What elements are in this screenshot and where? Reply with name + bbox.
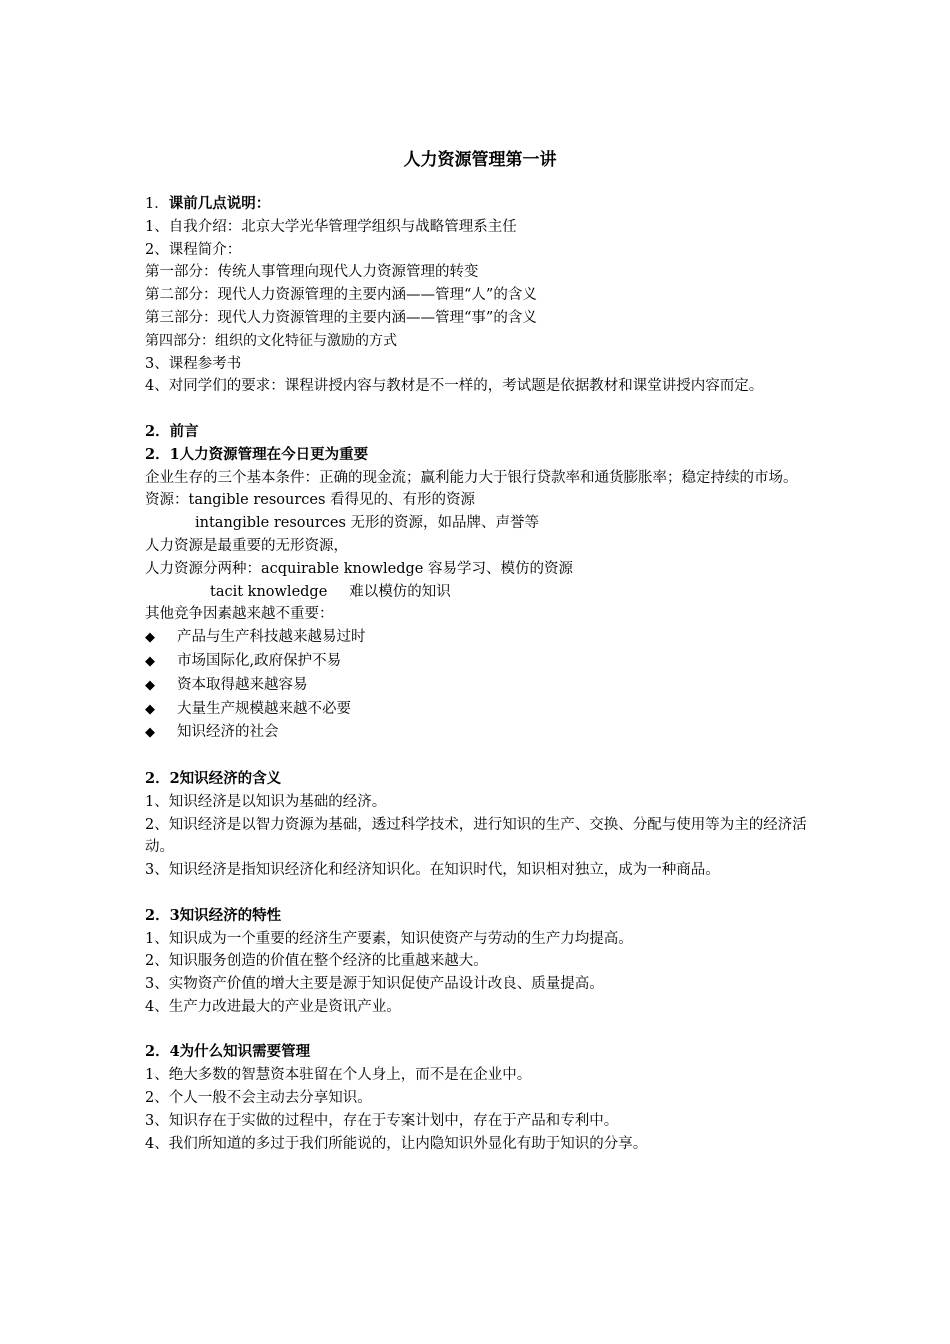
list-item (145, 721, 815, 745)
list-item-text: 大量生产规模越来越不必要 (177, 700, 351, 717)
heading-text: 课前几点说明： (168, 195, 271, 212)
text-line: 3、知识存在于实做的过程中，存在于专案计划中，存在于产品和专利中。 (145, 1112, 619, 1129)
text-line: 2、个人一般不会主动去分享知识。 (145, 1090, 372, 1107)
list-item-text: 产品与生产科技越来越易过时 (177, 629, 366, 646)
text-line: 第四部分：组织的文化特征与激励的方式 (145, 332, 397, 349)
heading-number: 1． (145, 196, 169, 212)
spacer (145, 1019, 815, 1042)
text-line: 人力资源是最重要的无形资源， (145, 537, 348, 554)
text-line: 4、生产力改进最大的产业是资讯产业。 (145, 998, 401, 1015)
text-line: 资源：tangible resources 看得见的、有形的资源 (145, 492, 476, 509)
list-item (145, 626, 815, 650)
text-line: 2、知识服务创造的价值在整个经济的比重越来越大。 (145, 953, 488, 970)
text-line: 1、知识经济是以知识为基础的经济。 (145, 793, 387, 810)
page-title: 人力资源管理第一讲 (403, 150, 557, 170)
text-line: 第一部分：传统人事管理向现代人力资源管理的转变 (145, 264, 479, 281)
list-item-text: 知识经济的社会 (177, 724, 279, 741)
text-line: 4、我们所知道的多过于我们所能说的，让内隐知识外显化有助于知识的分享。 (145, 1135, 648, 1152)
text-line: intangible resources 无形的资源，如品牌、声誉等 (195, 515, 540, 532)
diamond-bullet-icon: ◆ (145, 725, 155, 741)
text-line: 2、课程简介： (145, 241, 242, 258)
text-line: 1、绝大多数的智慧资本驻留在个人身上，而不是在企业中。 (145, 1067, 532, 1084)
text-line: 第三部分：现代人力资源管理的主要内涵——管理“事”的含义 (145, 309, 537, 326)
text-line: 1、知识成为一个重要的经济生产要素，知识使资产与劳动的生产力均提高。 (145, 930, 633, 947)
text-line: 其他竞争因素越来越不重要： (145, 606, 334, 623)
text-line: 第二部分：现代人力资源管理的主要内涵——管理“人”的含义 (145, 287, 537, 304)
diamond-bullet-icon: ◆ (145, 701, 155, 717)
term-meaning: 难以模仿的知识 (349, 583, 451, 600)
spacer (145, 882, 815, 905)
diamond-bullet-icon: ◆ (145, 630, 155, 646)
text-line: 人力资源分两种：acquirable knowledge 容易学习、模仿的资源 (145, 560, 573, 577)
text-line: 3、课程参考书 (145, 355, 242, 372)
list-item-text: 资本取得越来越容易 (177, 676, 308, 693)
text-line: 1、自我介绍：北京大学光华管理学组织与战略管理系主任 (145, 218, 517, 235)
text-paragraph: 2、知识经济是以智力资源为基础，透过科学技术，进行知识的生产、交换、分配与使用等为主的经济活动。 (145, 816, 807, 856)
section-heading (145, 193, 815, 216)
subsection-heading: 2．3知识经济的特性 (145, 906, 282, 924)
text-line: 3、知识经济是指知识经济化和经济知识化。在知识时代，知识相对独立，成为一种商品。 (145, 862, 720, 879)
list-item-text: 市场国际化,政府保护不易 (177, 652, 342, 669)
list-item (145, 674, 815, 698)
list-item (145, 698, 815, 722)
document-page (145, 149, 815, 1155)
spacer (145, 398, 815, 421)
spacer (145, 745, 815, 768)
subsection-heading: 2．2知识经济的含义 (145, 769, 282, 787)
text-line: 3、实物资产价值的增大主要是源于知识促使产品设计改良、质量提高。 (145, 976, 604, 993)
diamond-bullet-icon: ◆ (145, 653, 155, 669)
section-heading: 2．前言 (145, 422, 199, 440)
text-paragraph: 4、对同学们的要求：课程讲授内容与教材是不一样的，考试题是依据教材和课堂讲授内容而定。 (145, 378, 764, 395)
text-line (145, 581, 815, 604)
term-text: tacit knowledge (210, 583, 328, 600)
list-item (145, 650, 815, 674)
text-paragraph: 企业生存的三个基本条件：正确的现金流；赢利能力大于银行贷款率和通货膨胀率；稳定持续的市场。 (145, 469, 798, 486)
subsection-heading: 2．1人力资源管理在今日更为重要 (145, 445, 369, 463)
diamond-bullet-icon: ◆ (145, 677, 155, 693)
subsection-heading: 2．4为什么知识需要管理 (145, 1043, 311, 1061)
